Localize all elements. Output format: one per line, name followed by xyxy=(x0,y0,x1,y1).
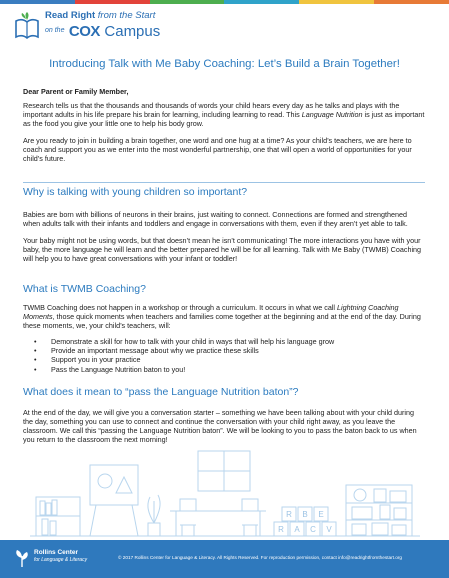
greeting: Dear Parent or Family Member, xyxy=(23,87,129,96)
intro-p1-b: is just as important as the food you give your little one to help his body grow. xyxy=(23,110,425,128)
list-item: • Demonstrate a skill for how to talk with your child in ways that will help his language grow xyxy=(23,337,425,346)
section-heading-twmb: What is TWMB Coaching? xyxy=(23,283,146,295)
section2-p1-b: , those quick moments when teachers and families come together at the beginning and at the end of the day. During these moments, we, your child’s teachers, will: xyxy=(23,312,421,330)
intro-block xyxy=(23,87,425,163)
section1-paragraph-2: Your baby might not be using words, but that doesn’t mean he isn’t communicating! The more interactions you have with your baby, the more language he will learn and the better prepared he will be for all learning. Talk with Me Baby (TWMB) Coaching will help you to have great conversations with your infant or toddler! xyxy=(23,236,422,263)
coaching-list xyxy=(23,337,425,374)
block-letter: E xyxy=(318,510,324,519)
easel-icon xyxy=(90,465,138,536)
footer-org-name: Rollins Center xyxy=(34,549,79,556)
section-rule xyxy=(23,182,425,183)
logo-campus: Campus xyxy=(104,23,161,40)
section-heading-why: Why is talking with young children so important? xyxy=(23,186,248,198)
intro-paragraph-1 xyxy=(23,101,425,128)
rollins-logo-icon xyxy=(14,548,30,568)
block-letter: C xyxy=(310,525,316,534)
logo-cox: COX xyxy=(68,23,100,40)
stripe-yellow xyxy=(299,0,374,4)
logo-onthe: on the xyxy=(45,27,65,34)
logo-title-a: Read Right xyxy=(45,10,98,21)
window-icon xyxy=(198,451,250,491)
list-item: • Provide an important message about why we practice these skills xyxy=(23,346,425,355)
block-letter: A xyxy=(294,525,300,534)
section3-paragraph-1: At the end of the day, we will give you a conversation starter – something we have been talking about with your child during the day, something you can use to connect and continue the conversation with your child right away, as you leave the classroom. We call this “passing the Language Nutrition baton”. We will be looking to you to pass the baton back to us when you return to the classroom the next morning! xyxy=(23,408,417,444)
section1-body xyxy=(23,210,425,263)
intro-p1-em: Language Nutrition xyxy=(301,110,363,119)
footer-org-subtitle: for Language & Literacy xyxy=(34,557,88,563)
logo-subtitle xyxy=(45,23,160,41)
section2-body xyxy=(23,303,425,374)
footer-copyright: © 2017 Rollins Center for Language & Literacy. All Rights Reserved. For reproduction permission, contact info@readrightfromthestart.org xyxy=(118,555,403,560)
logo-title-b: from the Start xyxy=(97,10,156,21)
plant-icon xyxy=(148,495,160,536)
color-stripe-bar xyxy=(0,0,449,4)
right-shelf-icon xyxy=(346,485,412,536)
block-letter: R xyxy=(286,510,292,519)
read-right-logo xyxy=(13,8,193,46)
section-heading-baton: What does it mean to “pass the Language Nutrition baton”? xyxy=(23,386,299,398)
section3-body xyxy=(23,408,425,444)
intro-paragraph-2: Are you ready to join in building a brain together, one word and one hug at a time? As your child’s teachers, we are here to coach and support you as we enter into the most wonderful partnership, one that will open a world of opportunities for your child’s future. xyxy=(23,136,412,163)
stripe-blue xyxy=(0,0,75,4)
section2-p1-em: Lightning Coaching Moments xyxy=(23,303,399,321)
list-item: • Support you in your practice xyxy=(23,355,425,364)
logo-title xyxy=(45,10,155,21)
list-item: • Pass the Language Nutrition baton to you! xyxy=(23,365,425,374)
stripe-red xyxy=(75,0,150,4)
block-letter: R xyxy=(278,525,284,534)
page-title: Introducing Talk with Me Baby Coaching: Let’s Build a Brain Together! xyxy=(49,58,400,70)
left-bookshelf-icon xyxy=(36,497,80,536)
stripe-orange xyxy=(374,0,449,4)
stripe-teal xyxy=(224,0,299,4)
footer-bar xyxy=(0,540,449,578)
section2-paragraph-1 xyxy=(23,303,425,330)
block-letter: V xyxy=(326,525,332,534)
classroom-illustration xyxy=(30,445,420,537)
book-icon xyxy=(13,11,41,41)
intro-p1-a: Research tells us that the thousands and thousands of words your child hears every day as he talks and plays with the important adults in his life prepare his brain for learning, including learning to read. This xyxy=(23,101,400,119)
section1-paragraph-1: Babies are born with billions of neurons in their brains, just waiting to connect. Connections are formed and strengthened when adults talk with their infants and toddlers and engage in conversations with them, even if they aren’t yet able to talk. xyxy=(23,210,408,228)
table-and-chairs-icon xyxy=(170,499,266,536)
section2-p1-a: TWMB Coaching does not happen in a workshop or through a curriculum. It occurs in what we call xyxy=(23,303,338,312)
block-letter: B xyxy=(302,510,308,519)
stripe-green xyxy=(150,0,225,4)
